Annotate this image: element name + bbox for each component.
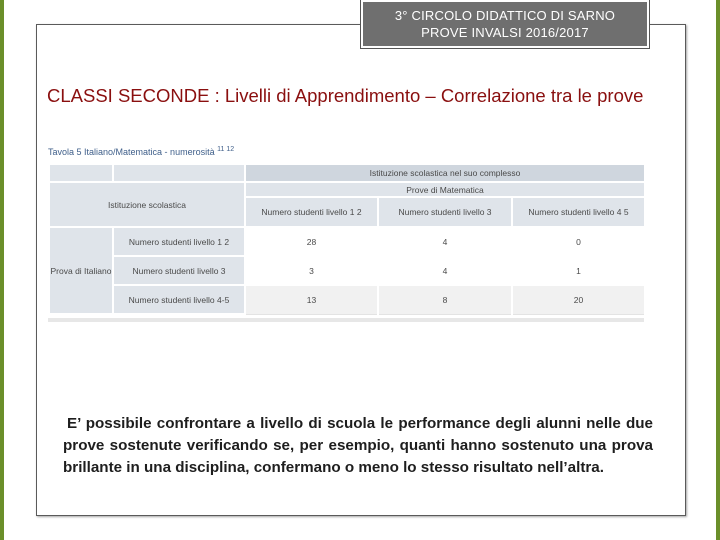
row-label-3: Numero studenti livello 4-5 [113,285,245,314]
table-caption-sup: 11 12 [217,146,235,153]
row-label-2: Numero studenti livello 3 [113,256,245,285]
table-cell: 0 [512,227,645,256]
table-row [49,285,645,314]
table-cell: 28 [245,227,378,256]
results-table [48,163,646,315]
header-box [361,0,649,48]
right-accent-stripe [716,0,720,540]
header-line-1: 3° CIRCOLO DIDATTICO DI SARNO [394,8,616,23]
table-cell: 8 [378,285,512,314]
body-paragraph-text: E’ possibile confrontare a livello di scuola le performance degli alunni nelle due prove sostenute verificando se, per esempio, quanti hanno sostenuto una prova brillante in una disciplina, confermano o meno lo stesso risultato nell’altra. [63,415,653,476]
table-cell: 3 [245,256,378,285]
table-left-header: Istituzione scolastica [49,182,245,227]
table-caption [48,146,234,157]
table-caption-text: Tavola 5 Italiano/Matematica - numerosità [48,147,215,157]
col-header-3: Numero studenti livello 4 5 [512,197,645,227]
table-cell: 4 [378,227,512,256]
slide-title: CLASSI SECONDE : Livelli di Apprendimento – Correlazione tra le prove [47,85,644,106]
left-accent-stripe [0,0,4,540]
table-cell: 1 [512,256,645,285]
table-bottom-edge [48,318,644,322]
col-header-1: Numero studenti livello 1 2 [245,197,378,227]
table-row [49,256,645,285]
table-cell: 20 [512,285,645,314]
table-row [49,227,645,256]
col-header-2: Numero studenti livello 3 [378,197,512,227]
table-top-header: Istituzione scolastica nel suo complesso [245,164,645,182]
table-cell: 4 [378,256,512,285]
row-group-label: Prova di Italiano [49,227,113,314]
row-label-1: Numero studenti livello 1 2 [113,227,245,256]
header-line-2: PROVE INVALSI 2016/2017 [421,25,589,40]
table-group-header: Prove di Matematica [245,182,645,197]
body-paragraph [63,413,653,479]
table-cell: 13 [245,285,378,314]
